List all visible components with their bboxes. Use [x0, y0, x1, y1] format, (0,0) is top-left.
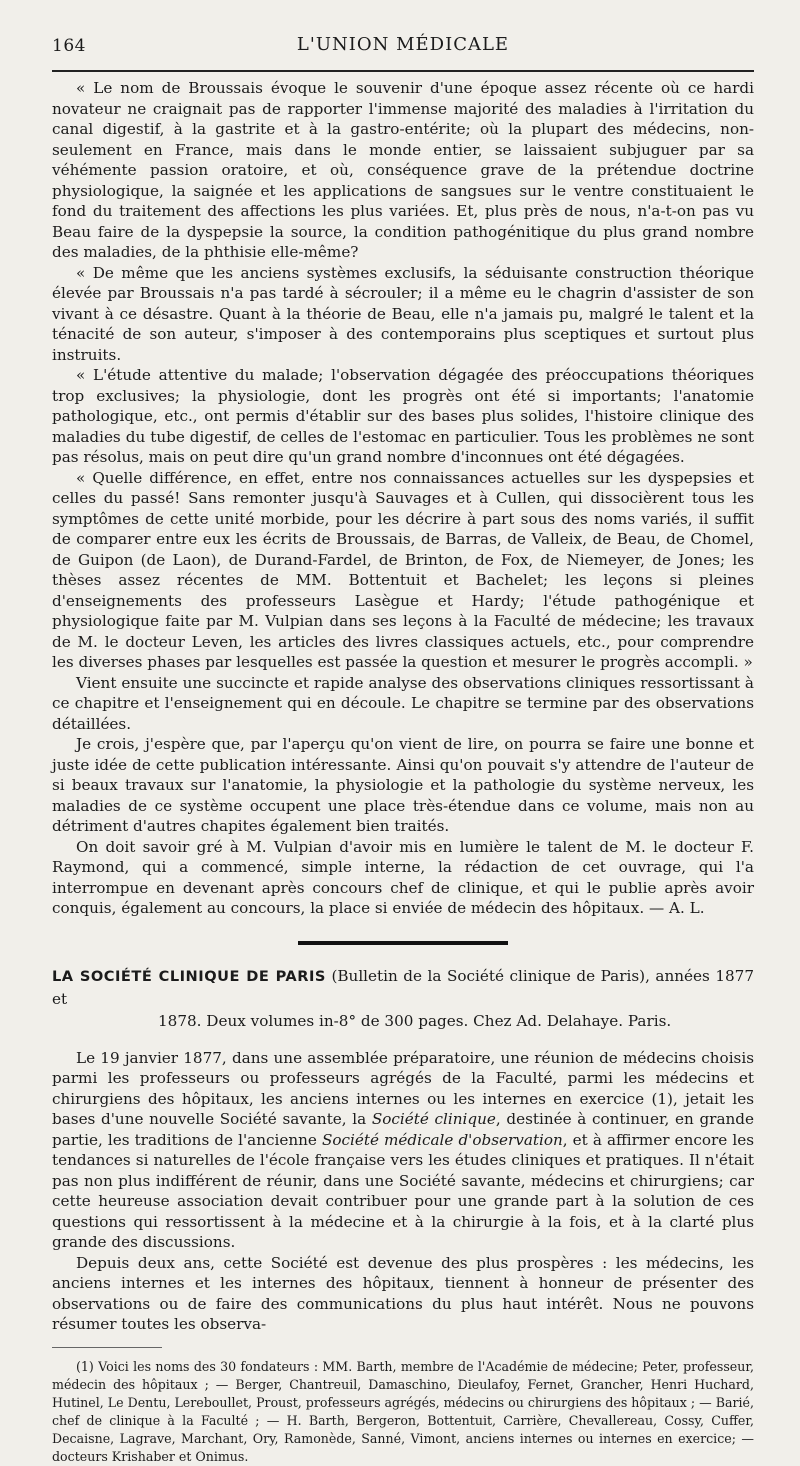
page [52, 30, 754, 1466]
header-rule [52, 70, 754, 72]
section-paragraph: Depuis deux ans, cette Société est devenue des plus prospères : les médecins, les anciens internes et les internes des hôpitaux, tiennent à honneur de présenter des observations ou de faire des communications du plus haut intérêt. Nous ne pouvons résumer toutes les observa- [52, 1253, 754, 1333]
text-run: Le 19 janvier 1877, dans une assemblée préparatoire, une réunion de médecins choisis parmi les professeurs ou professeurs agrégés de la Faculté, parmi les médecins et chirurgiens des hôpitaux, les anciens internes ou les internes en exercice (1), jetait les bases d'une nouvelle Société savante, la [52, 1048, 754, 1128]
body-paragraph: Vient ensuite une succincte et rapide analyse des observations cliniques ressortissant à ce chapitre et l'enseignement qui en découle. Le chapitre se termine par des observations détaillées. [52, 673, 754, 733]
body-paragraph: « Quelle différence, en effet, entre nos connaissances actuelles sur les dyspepsies et celles du passé! Sans remonter jusqu'à Sauvages et à Cullen, qui dissocièrent tous les symptômes de cette unité morbide, pour les décrire à part sous des noms variés, il suffit de comparer entre eux les écrits de Broussais, de Barras, de Valleix, de Beau, de Chomel, de Guipon (de Laon), de Durand-Fardel, de Brinton, de Fox, de Niemeyer, de Jones; les thèses assez récentes de MM. Bottentuit et Bachelet; les leçons si pleines d'enseignements des professeurs Lasègue et Hardy; l'étude pathogénique et physiologique faite par M. Vulpian dans ses leçons à la Faculté de médecine; les travaux de M. le docteur Leven, les articles des livres classiques actuels, etc., pour comprendre les diverses phases par lesquelles est passée la question et mesurer le progrès accompli. » [52, 468, 754, 671]
section-heading [52, 965, 754, 1032]
body-paragraph: « L'étude attentive du malade; l'observation dégagée des préoccupations théoriques trop exclusives; la physiologie, dont les progrès ont été si importants; l'anatomie pathologique, etc., ont permis d'établir sur des bases plus solides, l'histoire clinique des maladies du tube digestif, de celles de l'estomac en particulier. Tous les problèmes ne sont pas résolus, mais on peut dire qu'un grand nombre d'inconnues ont été dégagées. [52, 366, 754, 466]
running-title: L'UNION MÉDICALE [296, 34, 510, 55]
running-head [52, 30, 754, 64]
section-divider [298, 941, 508, 945]
section-subtitle-line2: 1878. Deux volumes in-8° de 300 pages. Chez Ad. Delahaye. Paris. [158, 1011, 672, 1030]
body-paragraph: On doit savoir gré à M. Vulpian d'avoir mis en lumière le talent de M. le docteur F. Raymond, qui a commencé, simple interne, la rédaction de cet ouvrage, qui l'a interrompue en devenant après concours chef de clinique, et qui le publie après avoir conquis, également au concours, la place si enviée de médecin des hôpitaux. — A. L. [52, 837, 754, 917]
body-paragraph: « De même que les anciens systèmes exclusifs, la séduisante construction théorique élevée par Broussais n'a pas tardé à sécrouler; il a même eu le chagrin d'assister de son vivant à ce désastre. Quant à la théorie de Beau, elle n'a jamais pu, malgré le talent et la ténacité de son auteur, s'imposer à des contemporains plus sceptiques et surtout plus instruits. [52, 263, 754, 364]
text-run: , destinée à continuer, en grande partie, les traditions de l'ancienne [52, 1110, 754, 1149]
footnote-rule [52, 1347, 162, 1348]
italic-society-name: Société médicale d'observation [321, 1130, 563, 1149]
body-paragraph: « Le nom de Broussais évoque le souvenir d'une époque assez récente où ce hardi novateur ne craignait pas de rapporter l'immense majorité des maladies à l'irritation du canal digestif, à la gastrite et à la gastro-entérite; où la plupart des médecins, non-seulement en France, mais dans le monde entier, se laissaient subjuguer par sa véhémente passion oratoire, et où, conséquence grave de la prétendue doctrine physiologique, la saignée et les applications de sangsues sur le ventre constituaient le fond du traitement des affections les plus variées. Et, plus près de nous, n'a-t-on pas vu Beau faire de la dyspepsie la source, la condition pathogénitique du plus grand nombre des maladies, de la phthisie elle-même? [52, 79, 754, 261]
section-paragraph [52, 1048, 754, 1253]
footnote: (1) Voici les noms des 30 fondateurs : MM. Barth, membre de l'Académie de médecine; Peter, professeur, médecin des hôpitaux ; — Berger, Chantreuil, Damaschino, Dieulafoy, Fernet, Grancher, Henri Huchard, Hutinel, Le Dentu, Lereboullet, Proust, professeurs agrégés, médecins ou chirurgiens des hôpitaux ; — Barié, chef de clinique à la Faculté ; — H. Barth, Bergeron, Bottentuit, Carrière, Chevallereau, Cossy, Cuffer, Decaisne, Lagrave, Marchant, Ory, Ramonède, Sanné, Vimont, anciens internes ou internes en exercice; — docteurs Krishaber et Onimus. [52, 1358, 754, 1464]
page-number: 164 [52, 36, 86, 56]
body-paragraph: Je crois, j'espère que, par l'aperçu qu'on vient de lire, on pourra se faire une bonne et juste idée de cette publication intéressante. Ainsi qu'on pouvait s'y attendre de l'auteur de si beaux travaux sur l'anatomie, la physiologie et la pathologie du système nerveux, les maladies de ce système occupent une place très-étendue dans ce volume, mais non au détriment d'autres chapites également bien traités. [52, 735, 754, 835]
text-run: , et à affirmer encore les tendances si naturelles de l'école française vers les études cliniques et pratiques. Il n'était pas non plus indifférent de réunir, dans une Société savante, médecins et chirurgiens; car cette heureuse association devait contribuer pour une grande part à la solution de ces questions qui ressortissent à la médecine et à la chirurgie à la fois, et à la clarté plus grande des discussions. [52, 1130, 755, 1251]
section-title: LA SOCIÉTÉ CLINIQUE DE PARIS [52, 967, 326, 985]
italic-society-name: Société clinique [371, 1110, 496, 1128]
section-subtitle-line1: (Bulletin de la Société clinique de Paris), années 1877 et [52, 966, 754, 1008]
